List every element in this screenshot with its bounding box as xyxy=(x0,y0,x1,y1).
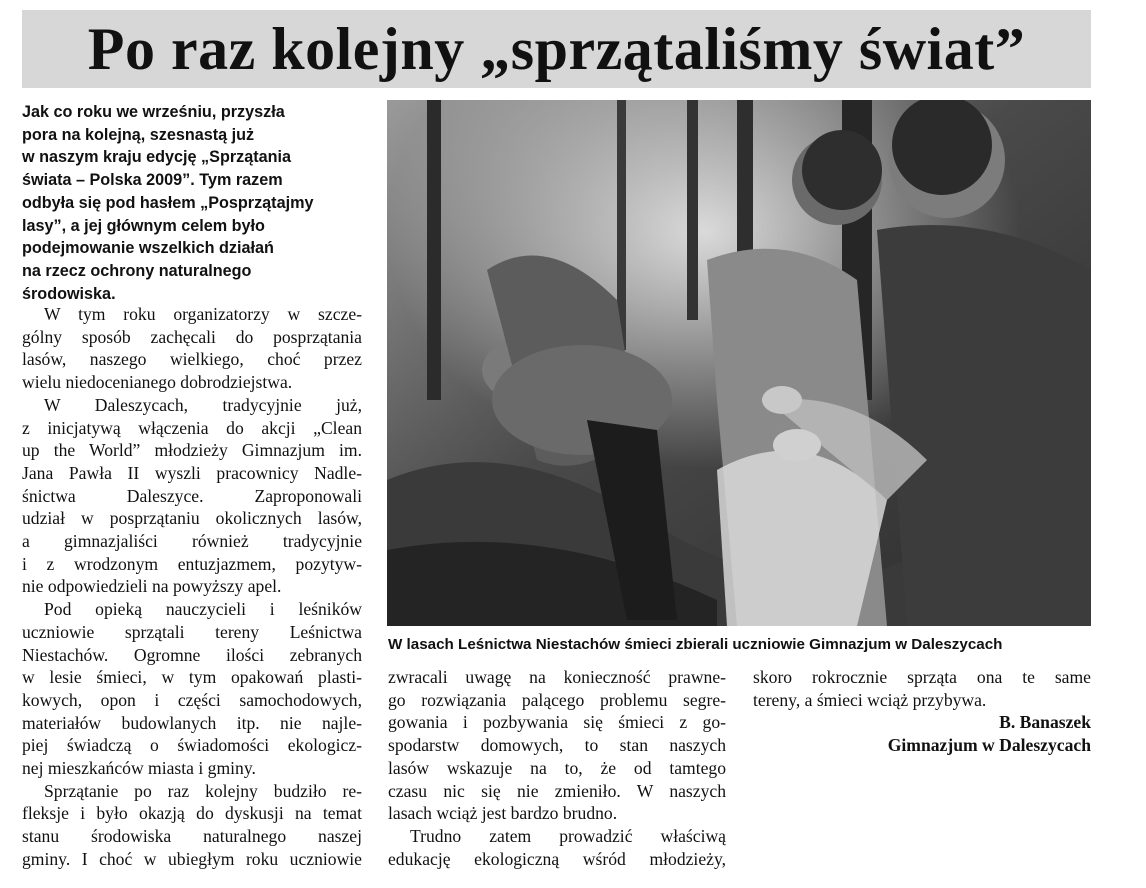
text-line: W Daleszycach, tradycyjnie już, xyxy=(44,394,362,415)
text-line: a gimnazjaliści również tradycyjnie xyxy=(22,531,362,552)
text-line: lasach wciąż jest bardzo brudno. xyxy=(388,803,618,824)
article-column-2 xyxy=(388,666,726,870)
article-lead xyxy=(22,101,362,305)
text-line: spodarstw domowych, to stan naszych xyxy=(388,735,726,756)
lead-line: środowiska. xyxy=(22,284,116,303)
text-line: materiałów budowlanych itp. nie najle- xyxy=(22,712,362,733)
text-line: kowych, opon i części samochodowych, xyxy=(22,689,362,710)
forest-cleanup-photo xyxy=(387,100,1091,626)
lead-line: lasy”, a jej głównym celem było xyxy=(22,216,265,235)
lead-line: Jak co roku we wrześniu, przyszła xyxy=(22,103,285,121)
text-line: go rozwiązania palącego problemu segre- xyxy=(388,689,726,710)
text-line: Niestachów. Ogromne ilości zebranych xyxy=(22,644,362,665)
article-photo xyxy=(387,100,1091,626)
text-line: Sprzątanie po raz kolejny budziło re- xyxy=(44,780,362,801)
lead-line: w naszym kraju edycję „Sprzątania xyxy=(22,148,292,167)
text-line: czasu nic się nie zmieniło. W naszych xyxy=(388,780,726,801)
text-line: śnictwa Daleszyce. Zaproponowali xyxy=(22,485,362,506)
text-line: udział w posprzątaniu okolicznych lasów, xyxy=(22,508,362,529)
text-line: piej świadczą o świadomości ekologicz- xyxy=(22,735,362,756)
author-school: Gimnazjum w Daleszycach xyxy=(887,735,1091,756)
lead-line: podejmowanie wszelkich działań xyxy=(22,239,274,258)
text-line: W tym roku organizatorzy w szcze- xyxy=(44,304,362,324)
lead-line: pora na kolejną, szesnastą już xyxy=(22,125,255,144)
lead-line: świata – Polska 2009”. Tym razem xyxy=(22,171,283,190)
text-line: uczniowie sprzątali tereny Leśnictwa xyxy=(22,621,362,642)
photo-caption: W lasach Leśnictwa Niestachów śmieci zbierali uczniowie Gimnazjum w Daleszycach xyxy=(388,636,1003,653)
text-line: gólny sposób zachęcali do posprzątania xyxy=(22,326,362,347)
text-line: lasów, naszego wielkiego, choć przez xyxy=(22,349,362,370)
text-line: gminy. I choć w ubiegłym roku uczniowie xyxy=(22,848,362,869)
text-line: z inicjatywą włączenia do akcji „Clean xyxy=(22,417,362,438)
text-line: skoro rokrocznie sprząta ona te same xyxy=(753,667,1091,687)
text-line: zwracali uwagę na konieczność prawne- xyxy=(388,667,726,687)
text-line: Pod opieką nauczycieli i leśników xyxy=(44,599,362,620)
lead-line: na rzecz ochrony naturalnego xyxy=(22,261,252,280)
text-line: tereny, a śmieci wciąż przybywa. xyxy=(753,689,987,710)
text-line: lasów wskazuje na to, że od tamtego xyxy=(388,757,726,778)
text-line: stanu środowiska naturalnego naszej xyxy=(22,826,362,847)
article-column-1 xyxy=(22,303,362,871)
text-line: wielu niedocenianego dobrodziejstwa. xyxy=(22,372,293,393)
article-headline: Po raz kolejny „sprzątaliśmy świat” xyxy=(87,16,1026,82)
text-line: i z wrodzonym entuzjazmem, pozytyw- xyxy=(22,553,362,574)
lead-line: odbyła się pod hasłem „Posprzątajmy xyxy=(22,193,314,212)
text-line: edukację ekologiczną wśród młodzieży, xyxy=(388,848,726,869)
text-line: gowania i pozbywania się śmieci z go- xyxy=(388,712,726,733)
author-name: B. Banaszek xyxy=(999,712,1091,733)
text-line: nie odpowiedzieli na powyższy apel. xyxy=(22,576,282,597)
text-line: nej mieszkańców miasta i gminy. xyxy=(22,758,256,779)
article-column-3 xyxy=(753,666,1091,757)
headline-bar xyxy=(22,10,1091,88)
text-line: up the World” młodzieży Gimnazjum im. xyxy=(22,440,362,461)
text-line: fleksje i było okazją do dyskusji na temat xyxy=(22,803,362,824)
text-line: Jana Pawła II wyszli pracownicy Nadle- xyxy=(22,462,362,483)
text-line: w lesie śmieci, w tym opakowań plasti- xyxy=(22,667,362,688)
text-line: Trudno zatem prowadzić właściwą xyxy=(410,825,726,846)
